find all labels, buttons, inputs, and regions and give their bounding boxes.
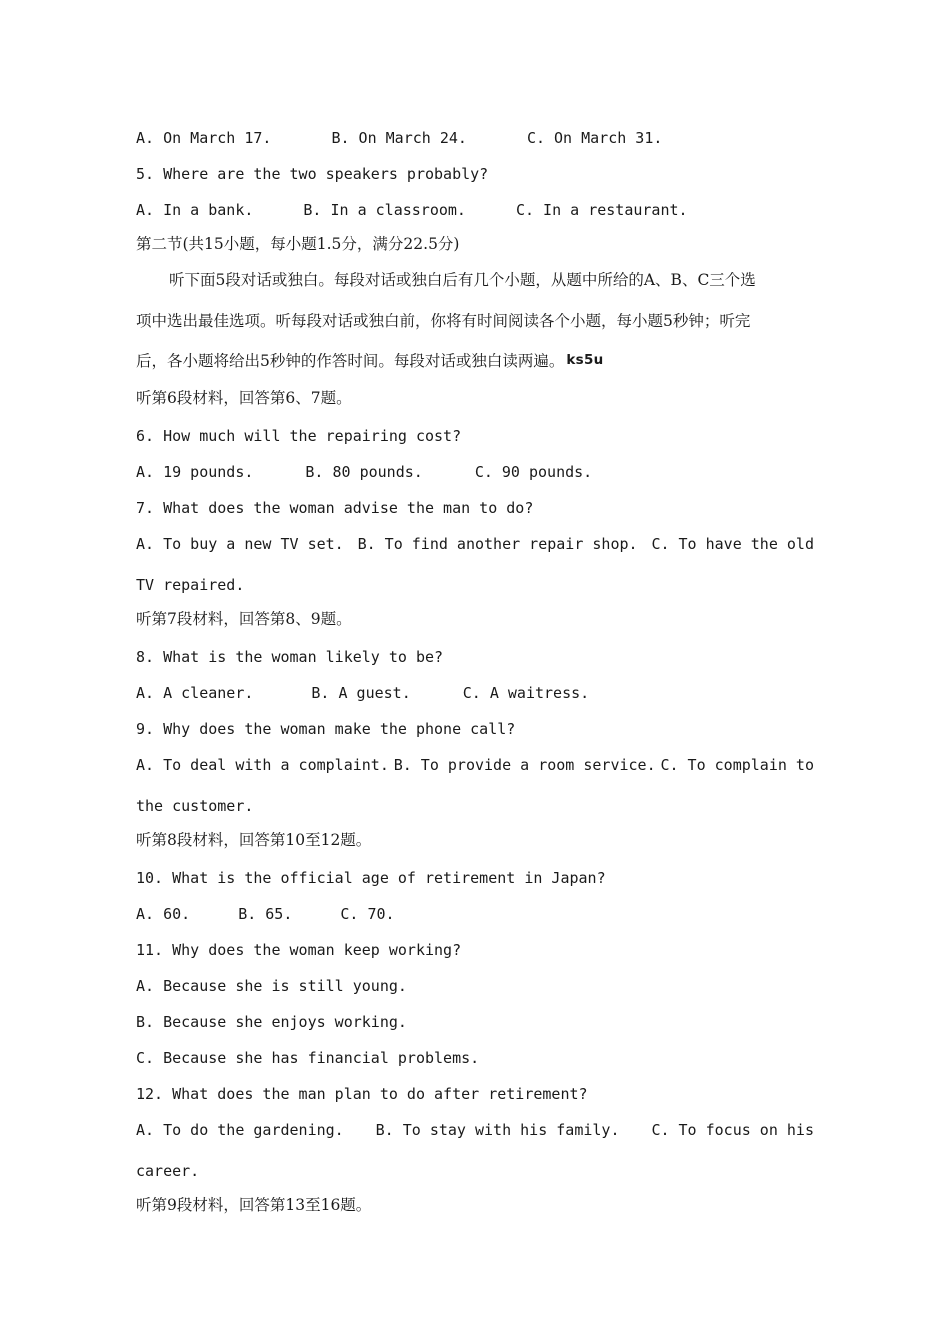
q5-options [136,200,688,220]
q10-option-c: C. 70. [340,905,395,923]
q6-option-a: A. 19 pounds. [136,463,254,481]
q8-question: 8. What is the woman likely to be? [136,648,444,666]
q7-option-a: A. To buy a new TV set. [136,535,344,553]
q7-option-b: B. To find another repair shop. [357,535,638,553]
q11-option-c: C. Because she has financial problems. [136,1049,480,1067]
section2-instruction-line-2: 项中选出最佳选项。听每段对话或独白前，你将有时间阅读各个小题，每小题5秒钟；听完 [136,312,751,330]
q9-continuation: the customer. [136,797,254,815]
q8-options [136,683,589,703]
q8-option-c: C. A waitress. [462,684,590,702]
section2-instruction-line-3 [136,350,604,373]
q12-option-c: C. To focus on his [651,1121,814,1139]
q7-question: 7. What does the woman advise the man to do? [136,499,534,517]
q5-option-c: C. In a restaurant. [515,201,688,219]
q9-option-c: C. To complain to [660,756,814,774]
q4-option-b: B. On March 24. [331,129,467,147]
section2-instruction-line-1: 听下面5段对话或独白。每段对话或独白后有几个小题，从题中所给的A、B、C三个选 [169,271,756,289]
q12-option-a: A. To do the gardening. [136,1121,344,1139]
q9-option-a: A. To deal with a complaint. [136,756,389,774]
q10-option-a: A. 60. [136,905,191,923]
section2-heading: 第二节(共15小题，每小题1.5分，满分22.5分) [136,235,460,253]
q9-options [136,755,814,775]
q5-option-a: A. In a bank. [136,201,254,219]
q8-option-a: A. A cleaner. [136,684,254,702]
part8-label: 听第8段材料，回答第10至12题。 [136,831,372,849]
q6-question: 6. How much will the repairing cost? [136,427,462,445]
ks5u-watermark: ks5u [566,352,604,368]
q12-option-b: B. To stay with his family. [375,1121,620,1139]
q12-options [136,1120,814,1140]
q6-options [136,462,592,482]
q7-options [136,534,814,554]
q5-question: 5. Where are the two speakers probably? [136,165,489,183]
q11-option-b: B. Because she enjoys working. [136,1013,407,1031]
q10-option-b: B. 65. [238,905,293,923]
q11-option-a: A. Because she is still young. [136,977,407,995]
part6-label: 听第6段材料，回答第6、7题。 [136,389,352,407]
q12-continuation: career. [136,1162,200,1180]
q7-option-c: C. To have the old [651,535,814,553]
q7-continuation: TV repaired. [136,576,245,594]
q11-question: 11. Why does the woman keep working? [136,941,462,959]
q6-option-b: B. 80 pounds. [305,463,423,481]
q10-options [136,904,395,924]
q12-question: 12. What does the man plan to do after retirement? [136,1085,588,1103]
q10-question: 10. What is the official age of retirement in Japan? [136,869,606,887]
q4-option-a: A. On March 17. [136,129,272,147]
q4-option-c: C. On March 31. [526,129,663,147]
section2-instruction-text: 后，各小题将给出5秒钟的作答时间。每段对话或独白读两遍。 [136,352,565,370]
q6-option-c: C. 90 pounds. [474,463,593,481]
q4-options [136,128,662,148]
q9-option-b: B. To provide a room service. [393,756,656,774]
part7-label: 听第7段材料，回答第8、9题。 [136,610,352,628]
part9-label: 听第9段材料，回答第13至16题。 [136,1196,372,1214]
q5-option-b: B. In a classroom. [303,201,466,219]
q8-option-b: B. A guest. [311,684,411,702]
q9-question: 9. Why does the woman make the phone call? [136,720,516,738]
